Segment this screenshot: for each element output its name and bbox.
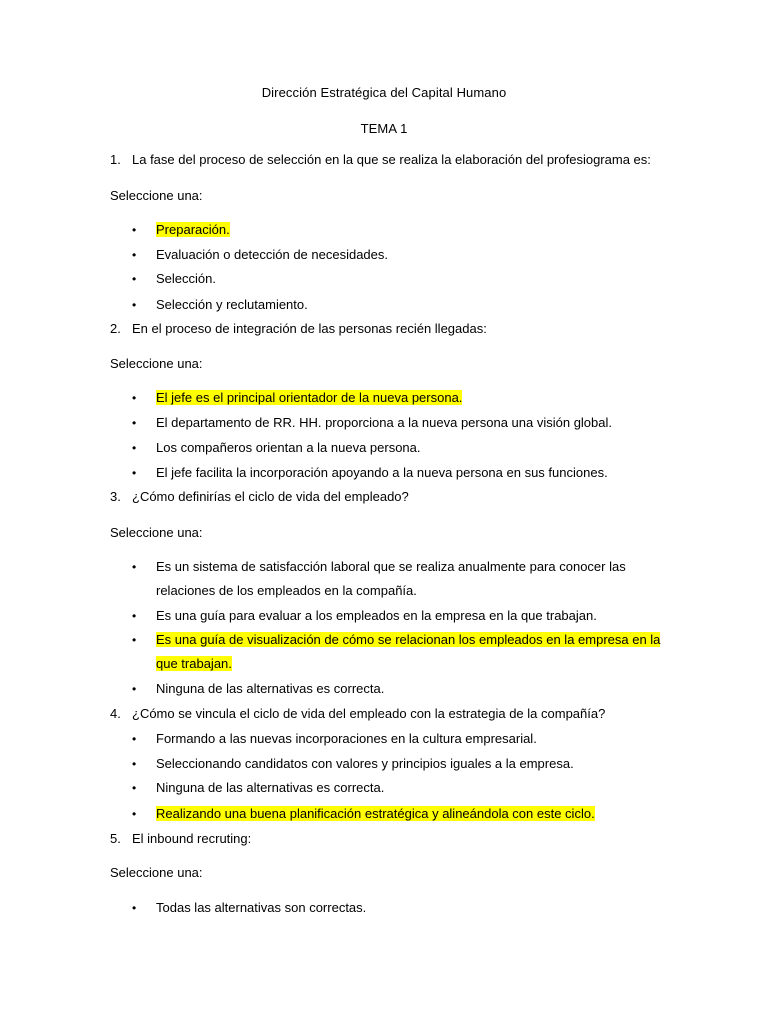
question-4 (110, 706, 605, 721)
question-text: En el proceso de integración de las personas recién llegadas: (132, 321, 487, 336)
option-text-line2: que trabajan. (156, 656, 232, 671)
bullet-icon: • (132, 807, 137, 821)
option (132, 267, 672, 291)
question-number: 5. (110, 831, 121, 846)
option-text-line1: Es una guía de visualización de cómo se relacionan los empleados en la empresa en la (156, 632, 661, 647)
bullet-icon: • (132, 757, 137, 771)
option (132, 218, 672, 242)
option-text-line2: relaciones de los empleados en la compañía. (156, 583, 417, 598)
option-text: El jefe facilita la incorporación apoyando a la nueva persona en sus funciones. (156, 465, 608, 480)
question-2 (110, 321, 487, 336)
option-text-line1: Es un sistema de satisfacción laboral que se realiza anualmente para conocer las (156, 559, 626, 574)
option (132, 802, 672, 826)
option (132, 677, 672, 701)
option (132, 896, 672, 920)
question-1 (110, 152, 651, 167)
option-text: El departamento de RR. HH. proporciona a la nueva persona una visión global. (156, 415, 612, 430)
bullet-icon: • (132, 272, 137, 286)
bullet-icon: • (132, 781, 137, 795)
option (132, 293, 672, 317)
option (132, 386, 672, 410)
option (132, 628, 672, 676)
option (132, 776, 672, 800)
bullet-icon: • (132, 298, 137, 312)
bullet-icon: • (132, 682, 137, 696)
option-text: Seleccionando candidatos con valores y principios iguales a la empresa. (156, 756, 574, 771)
option (132, 461, 672, 485)
bullet-icon: • (132, 391, 137, 405)
question-text: El inbound recruting: (132, 831, 252, 846)
bullet-icon: • (132, 901, 137, 915)
select-label: Seleccione una: (110, 356, 203, 371)
option-text: Preparación. (156, 222, 230, 237)
question-text: ¿Cómo definirías el ciclo de vida del empleado? (132, 489, 409, 504)
option-text: Evaluación o detección de necesidades. (156, 247, 388, 262)
select-label: Seleccione una: (110, 865, 203, 880)
option-text: Realizando una buena planificación estratégica y alineándola con este ciclo. (156, 806, 595, 821)
option-text: Formando a las nuevas incorporaciones en la cultura empresarial. (156, 731, 537, 746)
bullet-icon: • (132, 248, 137, 262)
bullet-icon: • (132, 732, 137, 746)
bullet-icon: • (132, 441, 137, 455)
option (132, 752, 672, 776)
bullet-icon: • (132, 223, 137, 237)
bullet-icon: • (132, 416, 137, 430)
option (132, 436, 672, 460)
question-text: ¿Cómo se vincula el ciclo de vida del empleado con la estrategia de la compañía? (132, 706, 606, 721)
question-number: 4. (110, 706, 121, 721)
question-3 (110, 489, 409, 504)
option-text: Ninguna de las alternativas es correcta. (156, 681, 385, 696)
document-title: Dirección Estratégica del Capital Humano (261, 85, 507, 100)
option-text: Es una guía para evaluar a los empleados en la empresa en la que trabajan. (156, 608, 597, 623)
select-label: Seleccione una: (110, 525, 203, 540)
option (132, 555, 672, 603)
option (132, 243, 672, 267)
option-text: Ninguna de las alternativas es correcta. (156, 780, 385, 795)
option-text: El jefe es el principal orientador de la nueva persona. (156, 390, 463, 405)
question-number: 1. (110, 152, 121, 167)
bullet-icon: • (132, 466, 137, 480)
question-5 (110, 831, 251, 846)
select-label: Seleccione una: (110, 188, 203, 203)
bullet-icon: • (132, 609, 137, 623)
option (132, 727, 672, 751)
option (132, 411, 672, 435)
bullet-icon: • (132, 633, 137, 647)
option-text: Los compañeros orientan a la nueva persona. (156, 440, 421, 455)
question-number: 2. (110, 321, 121, 336)
question-number: 3. (110, 489, 121, 504)
option-text: Selección. (156, 271, 216, 286)
bullet-icon: • (132, 560, 137, 574)
option (132, 604, 672, 628)
question-text: La fase del proceso de selección en la que se realiza la elaboración del profesiograma es: (132, 152, 651, 167)
option-text: Todas las alternativas son correctas. (156, 900, 367, 915)
option-text: Selección y reclutamiento. (156, 297, 308, 312)
document-subtitle: TEMA 1 (360, 121, 408, 136)
